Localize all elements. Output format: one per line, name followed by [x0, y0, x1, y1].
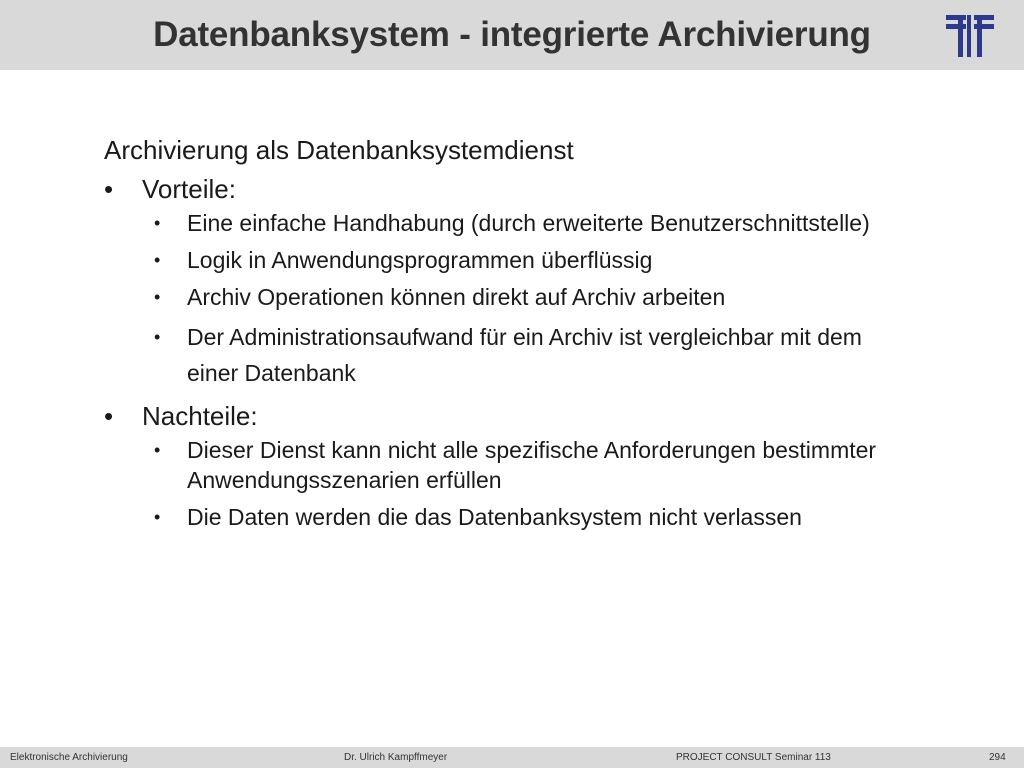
bullet-icon: • — [104, 174, 114, 204]
list-item — [104, 245, 944, 275]
slide-content — [104, 132, 944, 532]
slide-footer — [0, 747, 1024, 768]
list-item-text: Eine einfache Handhabung (durch erweiterte Benutzerschnittstelle) — [187, 210, 870, 236]
list-item — [104, 208, 944, 238]
bullet-icon: • — [154, 287, 161, 307]
list-item-text: Dieser Dienst kann nicht alle spezifische Anforderungen bestimmter Anwendungsszenarien erfüllen — [187, 437, 877, 493]
bullet-icon: • — [104, 401, 114, 431]
footer-course-title: Elektronische Archivierung — [10, 752, 128, 763]
footer-page-number: 294 — [989, 752, 1006, 763]
section-heading-nachteile — [104, 399, 944, 433]
list-item-text: Logik in Anwendungsprogrammen überflüssig — [187, 247, 653, 273]
section-heading-vorteile — [104, 172, 944, 206]
list-item — [104, 435, 944, 495]
slide-header — [0, 0, 1024, 70]
section-heading-label: Nachteile: — [142, 401, 258, 431]
bullet-icon: • — [154, 213, 161, 233]
intro-text: Archivierung als Datenbanksystemdienst — [104, 135, 574, 165]
footer-seminar: PROJECT CONSULT Seminar 113 — [676, 752, 831, 763]
footer-author: Dr. Ulrich Kampffmeyer — [344, 752, 448, 763]
bullet-icon: • — [154, 507, 161, 527]
list-item-text: Die Daten werden die das Datenbanksystem nicht verlassen — [187, 504, 802, 530]
bullet-icon: • — [154, 250, 161, 270]
list-item — [104, 502, 944, 532]
list-item — [104, 319, 944, 391]
bullet-icon: • — [154, 440, 161, 460]
list-item — [104, 282, 944, 312]
bullet-icon: • — [154, 327, 161, 347]
slide-title: Datenbanksystem - integrierte Archivierung — [153, 15, 871, 54]
section-heading-label: Vorteile: — [142, 174, 236, 204]
list-item-text: Archiv Operationen können direkt auf Archiv arbeiten — [187, 284, 726, 310]
ff-logo-icon — [946, 15, 994, 57]
list-item-text: Der Administrationsaufwand für ein Archiv ist vergleichbar mit dem einer Datenbank — [187, 324, 862, 386]
